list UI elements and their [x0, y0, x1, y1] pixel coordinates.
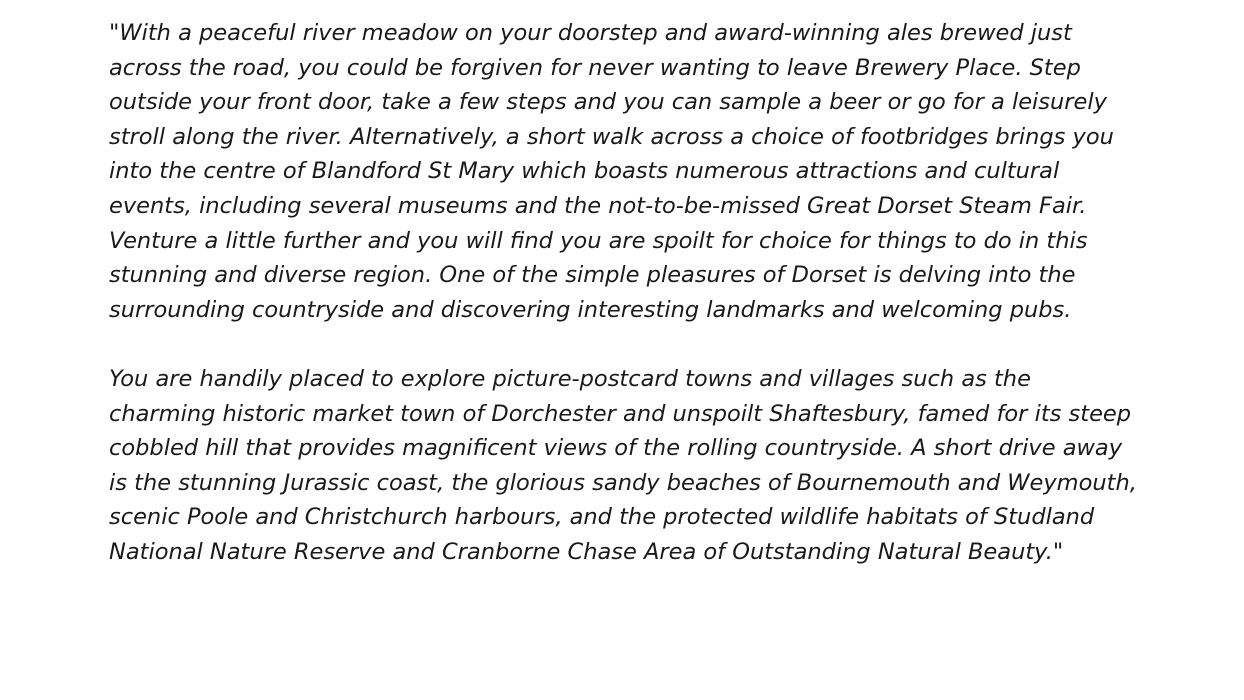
- quote-paragraph-2: You are handily placed to explore picture-postcard towns and villages such as the charming historic market town of Dorchester and unspoilt Shaftesbury, famed for its steep cobbled hill that provides magnificent views of the rolling countryside. A short drive away is the stunning Jurassic coast, the glorious sandy beaches of Bournemouth and Weymouth, scenic Poole and Christchurch harbours, and the protected wildlife habitats of Studland National Nature Reserve and Cranborne Chase Area of Outstanding Natural Beauty.": [109, 365, 1137, 565]
- quote-text-block: [109, 16, 1144, 570]
- quote-paragraph-1: "With a peaceful river meadow on your doorstep and award-winning ales brewed just across the road, you could be forgiven for never wanting to leave Brewery Place. Step outside your front door, take a few steps and you can sample a beer or go for a leisurely stroll along the river. Alternatively, a short walk across a choice of footbridges brings you into the centre of Blandford St Mary which boasts numerous attractions and cultural events, including several museums and the not-to-be-missed Great Dorset Steam Fair. Venture a little further and you will find you are spoilt for choice for things to do in this stunning and diverse region. One of the simple pleasures of Dorset is delving into the surrounding countryside and discovering interesting landmarks and welcoming pubs.: [109, 20, 1114, 323]
